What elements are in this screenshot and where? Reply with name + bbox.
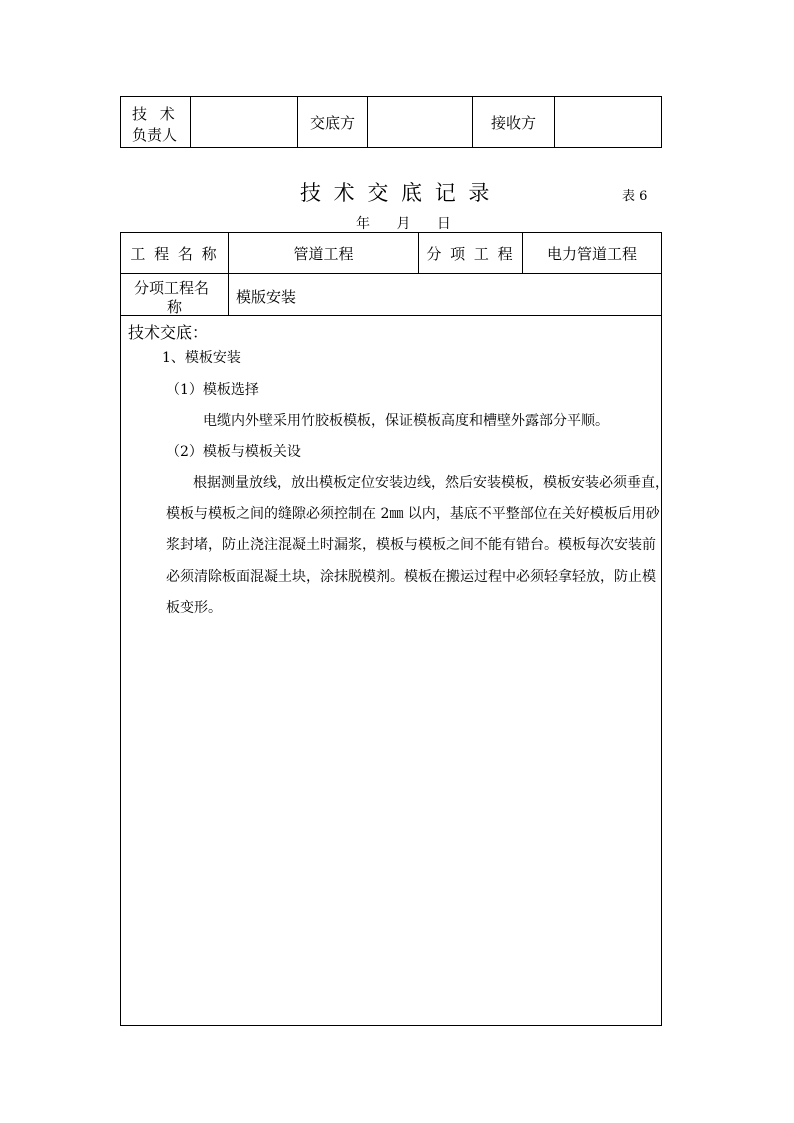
- sub-item-value: 模版安装: [236, 288, 297, 306]
- tech-lead-label-line1: 技 术: [132, 105, 179, 123]
- date-line: 年 月 日: [356, 216, 451, 232]
- paragraph-line: 模板与模板之间的缝隙必须控制在 2㎜ 以内，基底不平整部位在关好模板后用砂: [166, 506, 660, 522]
- row-divider-1: [120, 273, 662, 274]
- project-name-label: 工 程 名 称: [130, 244, 219, 263]
- tech-lead-label-line2: 负责人: [132, 126, 178, 144]
- sub-section-2-title: （2）模板与模板关设: [166, 444, 301, 460]
- handover-label: 交底方: [309, 113, 355, 132]
- page-title: 技 术 交 底 记 录: [300, 181, 493, 205]
- sub-section-1-text: 电缆内外壁采用竹胶板模板，保证模板高度和槽壁外露部分平顺。: [203, 413, 609, 429]
- content-heading: 技术交底：: [128, 323, 209, 342]
- table-number: 表 6: [622, 189, 648, 204]
- sub-project-label: 分 项 工 程: [426, 244, 515, 263]
- sub-project-value: 电力管道工程: [546, 244, 637, 263]
- sub-section-1-title: （1）模板选择: [166, 382, 259, 398]
- paragraph-line: 板变形。: [166, 600, 222, 616]
- sub-item-label-line1: 分项工程名: [134, 279, 210, 297]
- paragraph-line: 浆封堵，防止浇注混凝土时漏浆，模板与模板之间不能有错台。模板每次安装前: [166, 537, 656, 553]
- handover-value: [368, 97, 472, 147]
- tech-lead-value: [191, 97, 297, 147]
- section-1-title: 1、模板安装: [162, 350, 241, 366]
- receiver-label: 接收方: [490, 113, 536, 132]
- paragraph-line: 必须清除板面混凝土块，涂抹脱模剂。模板在搬运过程中必须轻拿轻放，防止模: [166, 569, 656, 585]
- sub-item-label-line2: 称: [167, 298, 183, 316]
- project-name-value: 管道工程: [293, 244, 354, 263]
- paragraph-line: 根据测量放线，放出模板定位安装边线，然后安装模板，模板安装必须垂直，: [193, 475, 669, 491]
- row-divider-2: [120, 315, 662, 316]
- receiver-value: [555, 97, 661, 147]
